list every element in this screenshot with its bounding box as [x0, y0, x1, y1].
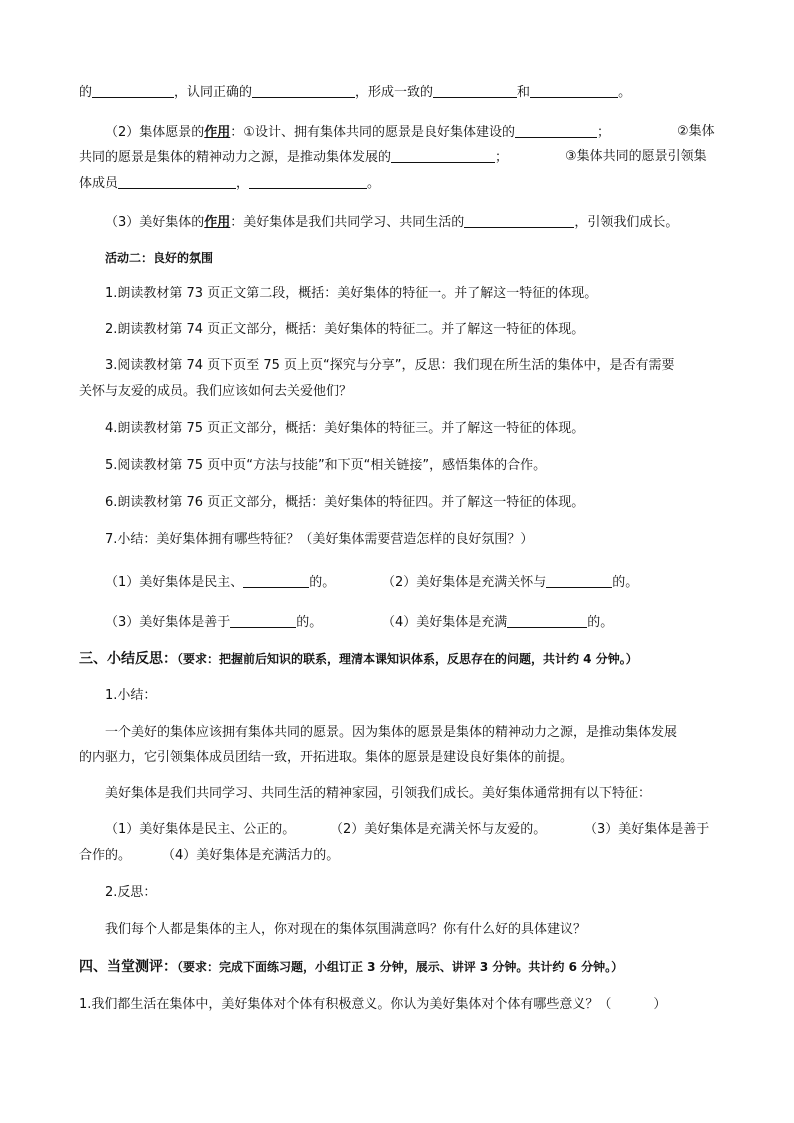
fill-blank[interactable]	[118, 173, 236, 189]
text: ：①设计、拥有集体共同的愿景是良好集体建设的	[230, 125, 515, 140]
heading: 三、小结反思：	[79, 651, 177, 667]
feature-4	[382, 612, 613, 632]
fill-blank[interactable]	[433, 82, 517, 98]
fill-blank[interactable]	[546, 572, 612, 588]
activity2-item-3: 3.阅读教材第 74 页下页至 75 页上页“探究与分享”，反思：我们现在所生活的集体中，是否有需要	[105, 358, 675, 373]
fill-blank[interactable]	[515, 122, 597, 138]
s1-p3	[105, 212, 678, 232]
text: 。	[367, 176, 381, 191]
s1-p2-line1	[105, 122, 610, 142]
feature-2	[382, 572, 638, 592]
activity2-item-5: 5.阅读教材第 75 页中页“方法与技能”和下页“相关链接”，感悟集体的合作。	[105, 458, 547, 473]
text: 1.我们都生活在集体中，美好集体对个体有积极意义。你认为美好集体对个体有哪些意义？（	[79, 997, 612, 1012]
activity2-item-6: 6.朗读教材第 76 页正文部分，概括：美好集体的特征四。并了解这一特征的体现。	[105, 495, 585, 510]
text: 的。	[309, 575, 336, 590]
text: （1）美好集体是民主、	[105, 575, 244, 590]
section3-para1-l2: 的内驱力，它引领集体成员团结一致，开拓进取。集体的愿景是建设良好集体的前提。	[79, 750, 574, 765]
fill-blank[interactable]	[92, 82, 174, 98]
section3-c3: （3）美好集体是善于	[584, 822, 710, 837]
section3-heading	[79, 650, 638, 669]
text: ，	[236, 176, 250, 191]
text: 。	[618, 85, 632, 100]
feature-3	[105, 612, 322, 632]
text: 的。	[612, 575, 639, 590]
text: ）	[653, 997, 667, 1012]
activity2-item-7: 7.小结：美好集体拥有哪些特征？（美好集体需要营造怎样的良好氛围？）	[105, 532, 534, 547]
text: ，认同正确的	[174, 85, 253, 100]
fill-blank[interactable]	[243, 572, 309, 588]
fill-blank[interactable]	[249, 173, 367, 189]
question-1	[79, 995, 666, 1014]
section3-c2: （2）美好集体是充满关怀与友爱的。	[330, 822, 547, 837]
text: ；	[495, 150, 509, 165]
activity2-item-4: 4.朗读教材第 75 页正文部分，概括：美好集体的特征三。并了解这一特征的体现。	[105, 421, 585, 436]
text: （3）美好集体的	[105, 215, 205, 230]
section3-para2: 美好集体是我们共同学习、共同生活的精神家园，引领我们成长。美好集体通常拥有以下特征：	[105, 786, 652, 801]
fill-blank[interactable]	[530, 82, 618, 98]
term: 作用	[204, 215, 231, 230]
text: ：美好集体是我们共同学习、共同生活的	[230, 215, 465, 230]
text: 的。	[587, 615, 614, 630]
term: 作用	[204, 125, 231, 140]
activity2-item-2: 2.朗读教材第 74 页正文部分，概括：美好集体的特征二。并了解这一特征的体现。	[105, 322, 585, 337]
text: ，引领我们成长。	[574, 215, 679, 230]
section3-reflect: 我们每个人都是集体的主人，你对现在的集体氛围满意吗？你有什么好的具体建议？	[105, 922, 587, 937]
s1-line1	[79, 82, 631, 102]
section3-c3-cont: 合作的。	[79, 848, 132, 863]
text: 共同的愿景是集体的精神动力之源，是推动集体发展的	[79, 150, 392, 165]
feature-1	[105, 572, 335, 592]
s1-p2-line3	[79, 173, 380, 193]
section3-sub1: 1.小结：	[105, 688, 157, 703]
section3-sub2: 2.反思：	[105, 885, 157, 900]
fill-blank[interactable]	[252, 82, 355, 98]
requirement: （要求：完成下面练习题，小组订正 3 分钟，展示、讲评 3 分钟。共计约 6 分钟。）	[177, 960, 624, 974]
text: （3）美好集体是善于	[105, 615, 231, 630]
text: （2）集体愿景的	[105, 125, 205, 140]
text: ；	[596, 125, 610, 140]
text: 体成员	[79, 176, 119, 191]
activity2-item-3-cont: 关怀与友爱的成员。我们应该如何去关爱他们？	[79, 384, 353, 399]
s1-p2-line2	[79, 147, 508, 167]
section3-para1-l1: 一个美好的集体应该拥有集体共同的愿景。因为集体的愿景是集体的精神动力之源，是推动集体发展	[105, 725, 678, 740]
text: （2）美好集体是充满关怀与	[382, 575, 547, 590]
text: ，形成一致的	[355, 85, 434, 100]
text: 和	[517, 85, 531, 100]
text: （4）美好集体是充满	[382, 615, 508, 630]
s1-p2-c: ②集体	[677, 124, 715, 139]
fill-blank[interactable]	[464, 212, 574, 228]
activity2-title: 活动二：良好的氛围	[105, 251, 214, 265]
fill-blank[interactable]	[230, 612, 296, 628]
text: 的	[79, 85, 93, 100]
s1-p2-l2c: ③集体共同的愿景引领集	[565, 149, 707, 164]
heading: 四、当堂测评：	[79, 959, 177, 975]
requirement: （要求：把握前后知识的联系，理清本课知识体系，反思存在的问题，共计约 4 分钟。）	[177, 652, 638, 666]
activity2-item-1: 1.朗读教材第 73 页正文第二段，概括：美好集体的特征一。并了解这一特征的体现。	[105, 286, 598, 301]
section4-heading	[79, 958, 623, 977]
section3-c1: （1）美好集体是民主、公正的。	[105, 822, 296, 837]
section3-c4: （4）美好集体是充满活力的。	[162, 848, 340, 863]
text: 的。	[296, 615, 323, 630]
fill-blank[interactable]	[391, 147, 495, 163]
fill-blank[interactable]	[507, 612, 587, 628]
